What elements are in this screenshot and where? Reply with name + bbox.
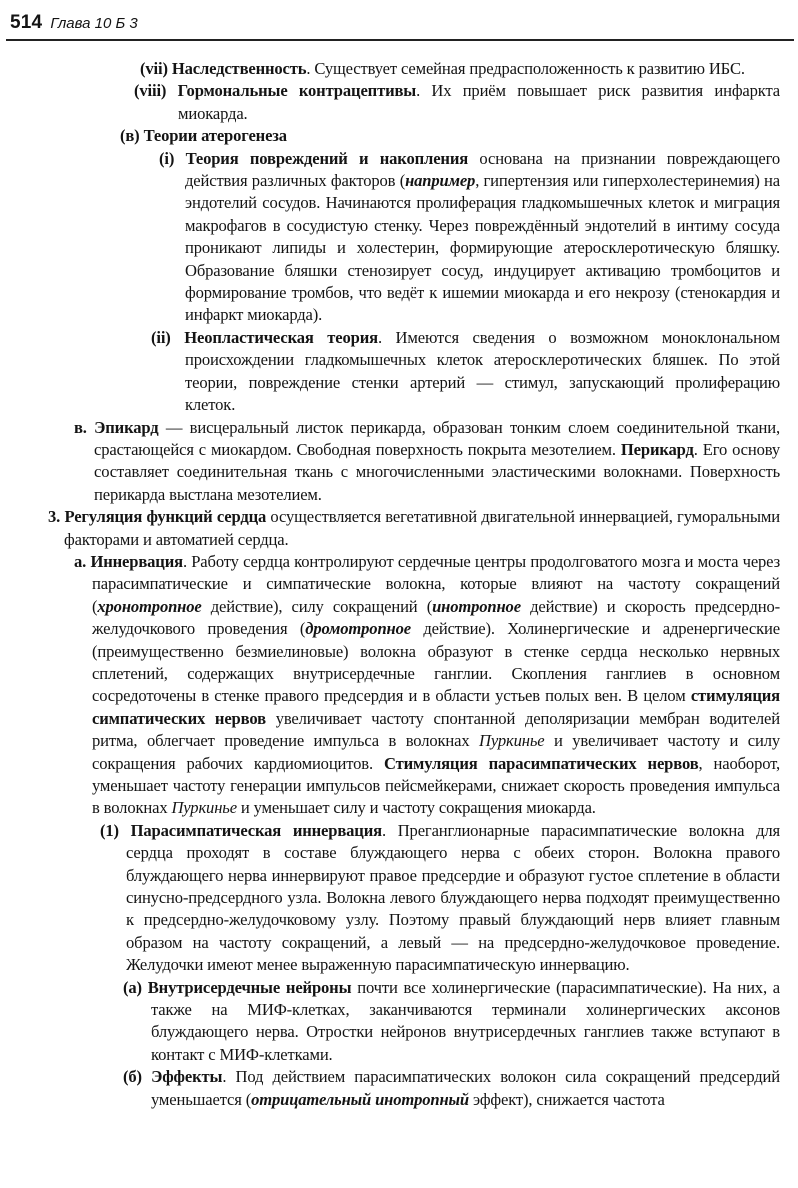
paragraph-innervation: а. Иннервация. Работу сердца контролируют сердечные центры продолговатого мозга и моста через парасимпатические и симпатические волокна, которые влияют на частоту сокращений (хронотропное действие), силу сокращений (инотропное действие) и скорость предсердно-желудочкового проведения (дромотропное действие). Холинергические и адренергические (преимущественно безмиелиновые) волокна образуют в стенке сердца несколько нервных сплетений, содержащих внутрисердечные ганглии. Скопления ганглиев в основном сосредоточены в стенке правого предсердия и в области устьев полых вен. В целом стимуляция симпатических нервов увеличивает частоту спонтанной деполяризации мембран водителей ритма, облегчает проведение импульса в волокнах Пуркинье и увеличивает частоту и силу сокращения рабочих кардиомиоцитов. Стимуляция парасимпатических нервов, наоборот, уменьшает частоту генерации импульсов пейсмейкерами, снижает скорость проведения импульса в волокнах Пуркинье и уменьшает силу и частоту сокращения миокарда.	[74, 551, 781, 818]
paragraph-regulation: 3. Регуляция функций сердца осуществляется вегетативной двигательной иннервацией, гуморальными факторами и автоматией сердца.	[48, 507, 780, 549]
paragraph-viii: (viii) Гормональные контрацептивы. Их приём повышает риск развития инфаркта миокарда.	[134, 81, 780, 123]
paragraph-damage-theory: (i) Теория повреждений и накопления основана на признании повреждающего действия различных факторов (например, гипертензия или гиперхолестеринемия) на эндотелий сосудов. Начинаются пролиферация гладкомышечных клеток и миграция макрофагов в сосудистую стенку. Через повреждённый эндотелий в интиму сосуда проникают липиды и холестерин, формирующие атеросклеротическую бляшку. Образование бляшки стенозирует сосуд, индуцирует активацию тромбоцитов и формирование тромбов, что ведёт к ишемии миокарда и его некрозу (стенокардия и инфаркт миокарда).	[159, 148, 781, 325]
paragraph-vii: (vii) Наследственность. Существует семейная предрасположенность к развитию ИБС.	[140, 59, 745, 78]
page-header	[10, 12, 790, 38]
paragraph-neoplastic-theory: (ii) Неопластическая теория. Имеются сведения о возможном моноклональном происхождении гладкомышечных клеток атеросклеротических бляшек. По этой теории, повреждение стенки артерий — стимул, запускающий пролиферацию клеток.	[151, 327, 780, 415]
paragraph-intracardiac-neurons: (а) Внутрисердечные нейроны почти все холинергические (парасимпатические). На них, а также на МИФ-клетках, заканчиваются терминали холинергических аксонов блуждающего нерва. Отростки нейронов внутрисердечных ганглиев также вступают в контакт с МИФ-клетками.	[123, 977, 780, 1064]
header-rule	[6, 39, 794, 41]
page-number: 514	[10, 12, 43, 33]
page-body	[0, 58, 798, 1111]
running-title: Глава 10 Б 3	[50, 15, 138, 32]
paragraph-epicardium: в. Эпикард — висцеральный листок перикарда, образован тонким слоем соединительной ткани, срастающейся с миокардом. Свободная поверхность покрыта мезотелием. Перикард. Его основу составляет соединительная ткань с многочисленными эластическими волокнами. Поверхность перикарда выстлана мезотелием.	[74, 417, 781, 504]
paragraph-effects: (б) Эффекты. Под действием парасимпатических волокон сила сокращений предсердий уменьшается (отрицательный инотропный эффект), снижается частота	[123, 1067, 780, 1109]
term-contraceptives: Гормональные контрацептивы	[177, 81, 417, 101]
subheading-atherogenesis: (в) Теории атерогенеза	[120, 126, 287, 146]
term-heredity: Наследственность	[171, 59, 307, 78]
paragraph-parasympathetic: (1) Парасимпатическая иннервация. Преганглионарные парасимпатические волокна для сердца проходят в составе блуждающего нерва с обеих сторон. Волокна правого блуждающего нерва иннервируют правое предсердие и образуют густое сплетение в области синусно-предсердного узла. Волокна левого блуждающего нерва подходят преимущественно к предсердно-желудочковому узлу. Поэтому правый блуждающий нерв влияет главным образом на частоту сокращений, а левый — на предсердно-желудочковое проведение. Желудочки имеют менее выраженную парасимпатическую иннервацию.	[100, 820, 780, 975]
